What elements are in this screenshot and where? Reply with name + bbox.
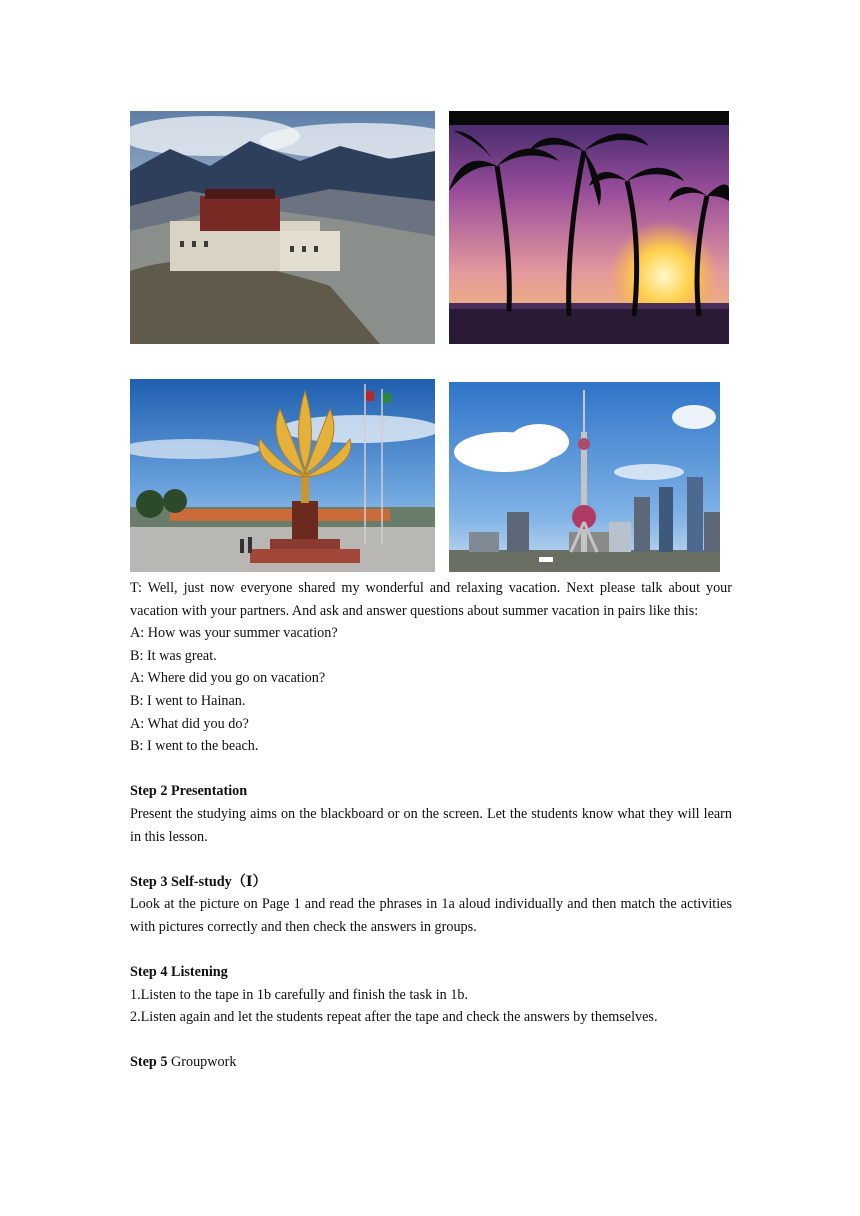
step4-item: 2.Listen again and let the students repeat after the tape and check the answers by themselves. bbox=[130, 1009, 658, 1026]
dialogue-line: A: What did you do? bbox=[130, 715, 249, 732]
step3-heading: Step 3 Self-study（Ⅰ） bbox=[130, 873, 267, 890]
potala-palace-photo bbox=[130, 111, 435, 344]
step4-heading: Step 4 Listening bbox=[130, 964, 228, 981]
dialogue-line: B: I went to Hainan. bbox=[130, 692, 246, 709]
dialogue-line: B: It was great. bbox=[130, 647, 217, 664]
dialogue-line: A: Where did you go on vacation? bbox=[130, 670, 326, 687]
dialogue-line: A: How was your summer vacation? bbox=[130, 625, 338, 642]
step5-heading: Step 5 bbox=[130, 1054, 168, 1071]
step4-item: 1.Listen to the tape in 1b carefully and finish the task in 1b. bbox=[130, 986, 469, 1003]
teacher-intro: T: Well, just now everyone shared my wonderful and relaxing vacation. Next please talk about your vacation with your partners. And ask and answer questions about summer vacation in pairs like this: bbox=[130, 580, 732, 619]
palm-sunset-photo bbox=[449, 111, 729, 344]
lesson-text bbox=[130, 577, 732, 1074]
step5-title: Groupwork bbox=[167, 1054, 237, 1071]
step2-heading: Step 2 Presentation bbox=[130, 783, 248, 800]
golden-lotus-photo bbox=[130, 379, 435, 572]
step3-body: Look at the picture on Page 1 and read the phrases in 1a aloud individually and then match the activities with pictures correctly and then check the answers in groups. bbox=[130, 896, 732, 935]
dialogue-line: B: I went to the beach. bbox=[130, 738, 259, 755]
step2-body: Present the studying aims on the blackboard or on the screen. Let the students know what they will learn in this lesson. bbox=[130, 805, 732, 845]
shanghai-skyline-photo bbox=[449, 382, 720, 572]
